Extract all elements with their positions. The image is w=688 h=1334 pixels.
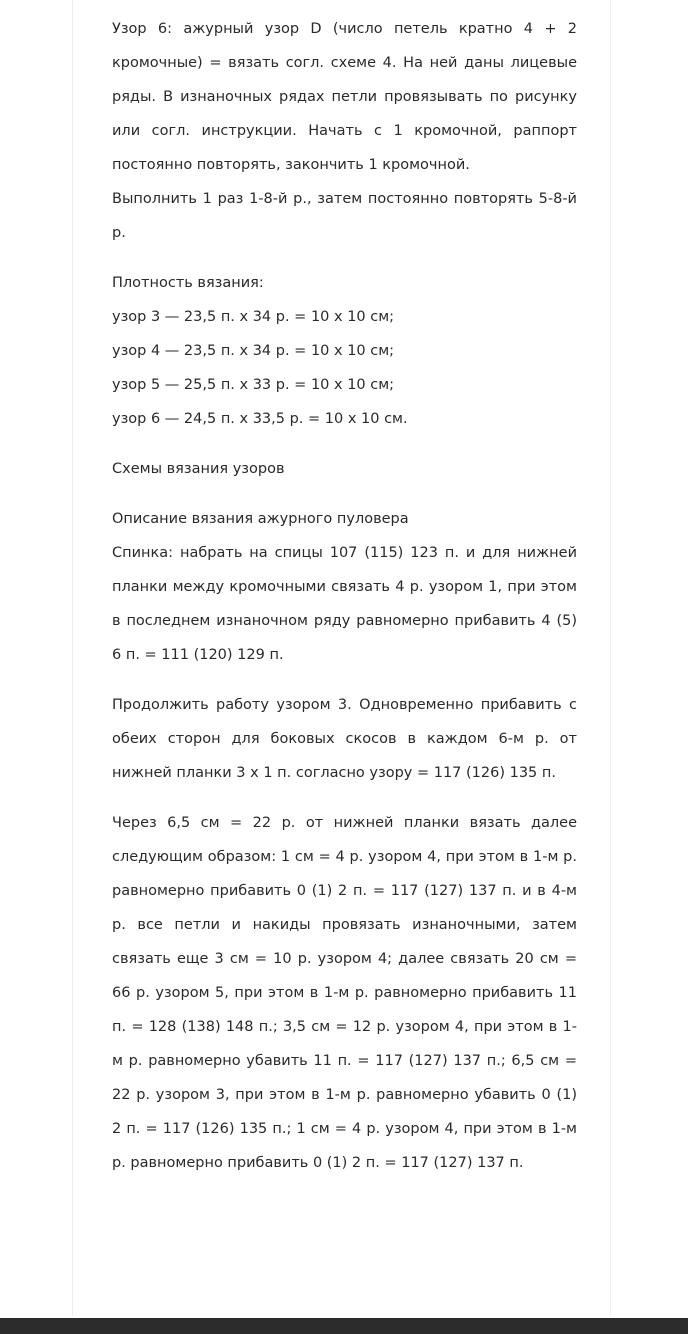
description-title: Описание вязания ажурного пуловера [112,511,409,527]
density-line-4: узор 6 — 24,5 п. х 33,5 р. = 10 х 10 см. [112,411,408,427]
bottom-bar [0,1318,688,1334]
back-paragraph: Спинка: набрать на спицы 107 (115) 123 п. и для нижней планки между кромочными связать 4 р. узором 1, при этом в последнем изнаночном ряду равномерно прибавить 4 (5) 6 п. = 111 (120) 129 п. [112,545,577,663]
right-margin-rule [610,0,611,1316]
density-line-1: узор 3 — 23,5 п. х 34 р. = 10 х 10 см; [112,309,395,325]
schemes-title: Схемы вязания узоров [112,461,285,477]
continue-paragraph: Продолжить работу узором 3. Одновременно прибавить с обеих сторон для боковых скосов в каждом 6-м р. от нижней планки 3 х 1 п. согласно узору = 117 (126) 135 п. [112,697,577,781]
density-line-2: узор 4 — 23,5 п. х 34 р. = 10 х 10 см; [112,343,395,359]
article-body [112,12,577,1180]
rows-repeat-paragraph: Выполнить 1 раз 1-8-й р., затем постоянно повторять 5-8-й р. [112,191,577,241]
pattern-6-paragraph: Узор 6: ажурный узор D (число петель кратно 4 + 2 кромочные) = вязать согл. схеме 4. На ней даны лицевые ряды. В изнаночных рядах петли провязывать по рисунку или согл. инструкции. Начать с 1 кромочной, раппорт постоянно повторять, закончить 1 кромочной. [112,21,577,173]
left-margin-rule [72,0,73,1316]
after-plank-paragraph: Через 6,5 см = 22 р. от нижней планки вязать далее следующим образом: 1 см = 4 р. узором 4, при этом в 1-м р. равномерно прибавить 0 (1) 2 п. = 117 (127) 137 п. и в 4-м р. все петли и накиды провязать изнаночными, затем связать еще 3 см = 10 р. узором 4; далее связать 20 см = 66 р. узором 5, при этом в 1-м р. равномерно прибавить 11 п. = 128 (138) 148 п.; 3,5 см = 12 р. узором 4, при этом в 1-м р. равномерно убавить 11 п. = 117 (127) 137 п.; 6,5 см = 22 р. узором 3, при этом в 1-м р. равномерно убавить 0 (1) 2 п. = 117 (126) 135 п.; 1 см = 4 р. узором 4, при этом в 1-м р. равномерно прибавить 0 (1) 2 п. = 117 (127) 137 п. [112,815,577,1171]
density-line-3: узор 5 — 25,5 п. х 33 р. = 10 х 10 см; [112,377,395,393]
density-title: Плотность вязания: [112,275,264,291]
